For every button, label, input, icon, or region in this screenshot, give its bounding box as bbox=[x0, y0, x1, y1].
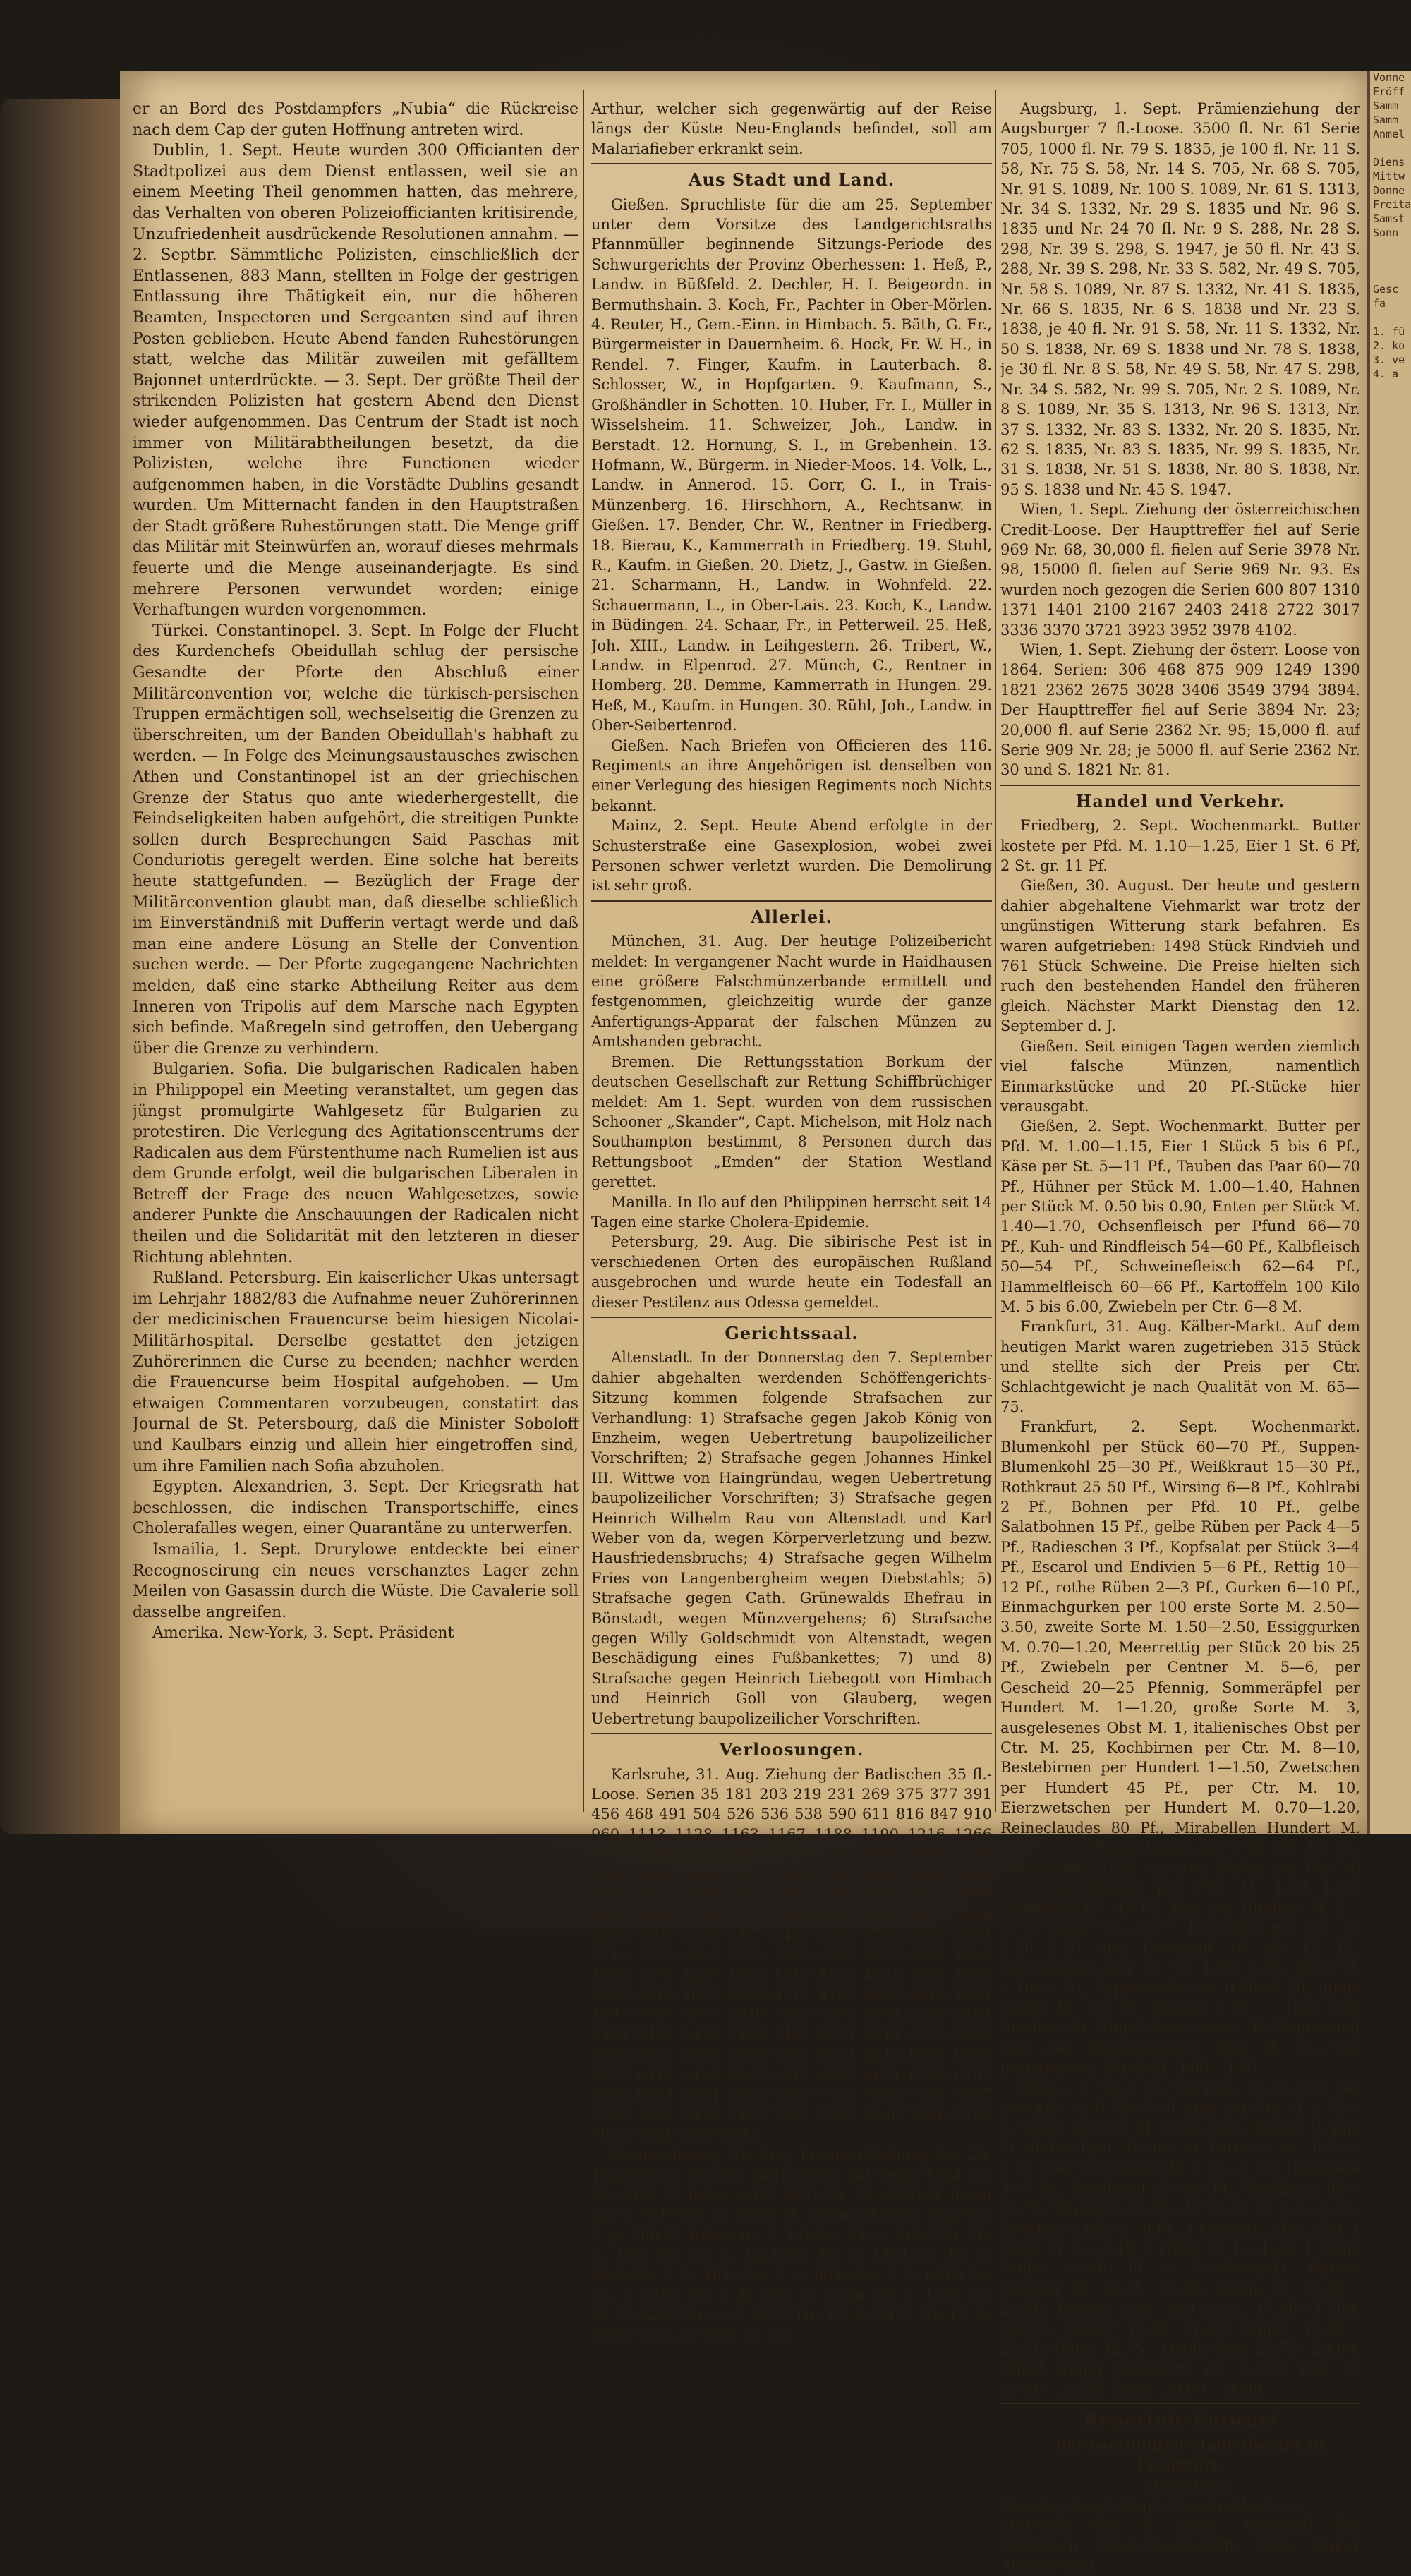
market-paragraph: Frankfurt, 31. Aug. Kälber-Markt. Auf dem heutigen Markt waren zugetrieben 315 Stück und stellte sich der Preis per Ctr. Schlachtgewicht je nach Qualität von M. 65—75. bbox=[1000, 1318, 1360, 1415]
article-paragraph: Ismailia, 1. Sept. Drurylowe entdeckte bei einer Recognoscirung ein neues verschanztes Lager zehn Meilen von Gasassin durch die Wüste. Die Cavalerie soll dasselbe angreifen. bbox=[133, 1540, 579, 1621]
article-paragraph: Türkei. Constantinopel. 3. Sept. In Folge der Flucht des Kurdenchefs Obeidullah schlug der persische Gesandte der Pforte den Abschluß einer Militärconvention vor, welche die türkisch-persischen Truppen ermächtigen soll, wechselseitig die Grenzen zu überschreiten, um der Banden Obeidullah's habhaft zu werden. — In Folge des Meinungsaustausches zwischen Athen und Constantinopel ist an der griechischen Grenze der Status quo ante wiederhergestellt, die Feindseligkeiten haben aufgehört, die streitigen Punkte sollen durch Besprechungen Said Paschas mit Conduriotis geregelt werden. Eine solche hat bereits heute stattgefunden. — Bezüglich der Frage der Militärconvention glaubt man, daß dieselbe schließlich im Einverständniß mit Dufferin vertagt werde und daß man eine andere Lösung an Stelle der Convention suchen werde. — Der Pforte zugegangene Nachrichten melden, daß eine starke Abtheilung Reiter aus dem Inneren von Tripolis auf dem Marsche nach Egypten sich befinde. Maßregeln sind getroffen, den Uebergang über die Grenze zu verhindern. bbox=[133, 622, 579, 1058]
strip-fragment bbox=[1370, 254, 1411, 268]
rule bbox=[591, 163, 992, 164]
book-spine-edge bbox=[0, 99, 123, 1834]
article-paragraph: Mainz, 2. Sept. Heute Abend erfolgte in der Schusterstraße eine Gasexplosion, wobei zwei Personen schwer verletzt wurden. Die Demolirung ist sehr groß. bbox=[591, 817, 992, 895]
section-title-verloosungen: Verloosungen. bbox=[719, 1739, 864, 1760]
lottery-paragraph: Augsburg, 1. Sept. Prämienziehung der Augsburger 7 fl.-Loose. 3500 fl. Nr. 61 Serie 705, 1000 fl. Nr. 79 S. 1835, je 100 fl. Nr. 11 S. 58, Nr. 75 S. 58, Nr. 14 S. 705, Nr. 68 S. 705, Nr. 91 S. 1089, Nr. 100 S. 1089, Nr. 61 S. 1313, Nr. 34 S. 1332, Nr. 29 S. 1835 und Nr. 96 S. 1835 und Nr. 24 70 fl. Nr. 9 S. 288, Nr. 28 S. 298, Nr. 39 S. 298, S. 1947, je 50 fl. Nr. 43 S. 288, Nr. 39 S. 298, Nr. 33 S. 582, Nr. 49 S. 705, Nr. 58 S. 1089, Nr. 87 S. 1332, Nr. 41 S. 1835, Nr. 66 S. 1835, Nr. 6 S. 1838 und Nr. 23 S. 1838, je 40 fl. Nr. 91 S. 58, Nr. 11 S. 1332, Nr. 50 S. 1838, Nr. 69 S. 1838 und Nr. 78 S. 1838, je 30 fl. Nr. 8 S. 58, Nr. 49 S. 58, Nr. 47 S. 298, Nr. 34 S. 582, Nr. 99 S. 705, Nr. 2 S. 1089, Nr. 8 S. 1089, Nr. 35 S. 1313, Nr. 96 S. 1313, Nr. 37 S. 1332, Nr. 83 S. 1332, Nr. 20 S. 1835, Nr. 62 S. 1835, Nr. 83 S. 1835, Nr. 99 S. 1835, Nr. 31 S. 1838, Nr. 51 S. 1838, Nr. 80 S. 1838, Nr. 95 S. 1838 und Nr. 45 S. 1947. bbox=[1000, 100, 1360, 498]
article-paragraph: Petersburg, 29. Aug. Die sibirische Pest ist in verschiedenen Orten des europäischen Rußland ausgebrochen und wurde heute ein Todesfall an dieser Pestilenz aus Odessa gemeldet. bbox=[591, 1233, 992, 1311]
strip-fragment: fa bbox=[1373, 297, 1386, 310]
column-2 bbox=[591, 99, 992, 2345]
article-paragraph: Manilla. In Ilo auf den Philippinen herrscht seit 14 Tagen eine starke Cholera-Epidemie. bbox=[591, 1193, 992, 1230]
article-paragraph: München, 31. Aug. Der heutige Polizeibericht meldet: In vergangener Nacht wurde in Haidhausen eine größere Falschmünzerbande ermittelt und festgenommen, gleichzeitig wurde der ganze Anfertigungs-Apparat der falschen Münzen zu Amtshanden gebracht. bbox=[591, 933, 992, 1051]
section-verloosungen bbox=[591, 2145, 992, 2345]
strip-fragment: 3. ve bbox=[1373, 353, 1405, 366]
strip-fragment: Samst bbox=[1373, 212, 1405, 225]
repertoire-title: Repertoir-Entwurf bbox=[1084, 2410, 1277, 2431]
section-title-allerlei: Allerlei. bbox=[751, 906, 832, 927]
rule bbox=[1000, 2403, 1360, 2405]
section-handel-verkehr bbox=[1000, 816, 1360, 2399]
strip-fragment: Donne bbox=[1373, 184, 1405, 197]
column-divider-2 bbox=[995, 90, 996, 1812]
repertoire-house: Opernhaus. bbox=[1146, 2477, 1234, 2494]
market-paragraph: Frankfurt, 2. Sept. Wochenmarkt. Blumenkohl per Stück 60—70 Pf., Suppen-Blumenkohl 25—30 Pf., Weißkraut 15—30 Pf., Rothkraut 25 50 Pf., Wirsing 6—8 Pf., Kohlrabi 2 Pf., Bohnen per Pfd. 10 Pf., gelbe Salatbohnen 15 Pf., gelbe Rüben per Pack 4—5 Pf., Radieschen 3 Pf., Kopfsalat per Stück 3—4 Pf., Escarol und Endivien 5—6 Pf., Rettig 10—12 Pf., rothe Rüben 2—3 Pf., Gurken 6—10 Pf., Einmachgurken per 100 erste Sorte M. 2.50—3.50, zweite Sorte M. 1.50—2.50, Essiggurken M. 0.70—1.20, Meerrettig per Stück 20 bis 25 Pf., Zwiebeln per Centner M. 5—6, per Gescheid 20—25 Pfennig, Sommeräpfel per Hundert M. 1—1.20, große Sorte M. 3, ausgelesenes Obst M. 1, italienisches Obst per Ctr. M. 25, Kochbirnen per Ctr. M. 8—10, Bestebirnen per Hundert 1—1.50, Zwetschen per Hundert 45 Pf., per Ctr. M. 10, Eierzwetschen per Hundert M. 0.70—1.20, Reineclaudes 80 Pf., Mirabellen Hundert M. 0.70—1.20, Reineclaudes per Pfd. 30—65 Pf., italienische 60 Pf. en gros, Butter per Ctr. M. 1.02, im Kleinen per Pfd. M. 1.20—1.40, Handkäse 42—45 Pf., Eier per Hundert M. 5—6, an detail 5½—6 Pf., Kartoffeln per Ctr. M. 2.50—3.50, per Gescheid 10 bis 12 Pf., Sommergans per St. M. 4.50—5.50, Ente M. 1.40—1.80, Suppenhuhn M. 0.90—1.20, junge Taube 40—50 Pf., Krebse 7 Pf. — Heu- und Strohmarkt. Zugefahren waren 95 Wagen und galt der Doppelcentner Heu M. 6—7.60, geringeres 6, Stroh M. 3.00—3.60. bbox=[1000, 1418, 1360, 2077]
strip-fragment: Mittw bbox=[1373, 170, 1405, 183]
article-paragraph: Dublin, 1. Sept. Heute wurden 300 Officianten der Stadtpolizei aus dem Dienst entlassen, weil sie an einem Meeting Theil genommen hatten, das mehrere, das Verhalten von oberen Polizeiofficianten kritisirende, Unzufriedenheit ausdrückende Resolutionen annahm. — 2. Septbr. Sämmtliche Polizisten, einschließlich der Entlassenen, 883 Mann, stellten in Folge der gestrigen Entlassung ihre Thätigkeit ein, nur die höheren Beamten, Inspectoren und Sergeanten sind auf ihren Posten geblieben. Heute Abend fanden Ruhestörungen statt, welche das Militär zuweilen mit gefälltem Bajonnet unterdrückte. — 3. Sept. Der größte Theil der strikenden Polizisten hat gestern Abend den Dienst wieder aufgenommen. Das Centrum der Stadt ist noch immer von Militärabtheilungen besetzt, da die Polizisten, welche ihre Functionen wieder aufgenommen haben, in die Vorstädte Dublins gesandt wurden. Um Mitternacht fanden in den Hauptstraßen der Stadt größere Ruhestörungen statt. Die Menge griff das Militär mit Steinwürfen an, worauf dieses mehrmals feuerte und die Menge auseinanderjagte. Es sind mehrere Personen verwundet worden; einige Verhaftungen wurden vorgenommen. bbox=[133, 142, 579, 619]
lottery-paragraph: Wien, 1. Sept. Ziehung der österr. Loose von 1864. Serien: 306 468 875 909 1249 1390 1821 2362 2675 3028 3406 3549 3794 3894. Der Haupttreffer fiel auf Serie 3894 Nr. 23; 20,000 fl. auf Serie 2362 Nr. 95; 15,000 fl. auf Serie 909 Nr. 28; je 5000 fl. auf Serie 2362 Nr. 30 und S. 1821 Nr. 81. bbox=[1000, 641, 1360, 779]
lottery-results bbox=[1000, 99, 1360, 780]
strip-fragment: Gesc bbox=[1373, 283, 1399, 296]
article-paragraph: er an Bord des Postdampfers „Nubia“ die Rückreise nach dem Cap der guten Hoffnung antreten wird. bbox=[133, 100, 579, 139]
article-paragraph: Gießen. Nach Briefen von Officieren des 116. Regiments an ihre Angehörigen ist denselben von einer Verlegung des hiesigen Regiments noch Nichts bekannt. bbox=[591, 737, 992, 814]
market-paragraph: Gießen. Seit einigen Tagen werden ziemlich viel falsche Münzen, namentlich Einmarkstücke und 20 Pf.-Stücke hier verausgabt. bbox=[1000, 1037, 1360, 1115]
strip-fragment bbox=[1370, 268, 1411, 282]
strip-fragment: Freita bbox=[1373, 198, 1411, 211]
rule bbox=[591, 900, 992, 902]
column-divider-1 bbox=[583, 90, 584, 1812]
article-paragraph: Bremen. Die Rettungsstation Borkum der deutschen Gesellschaft zur Rettung Schiffbrüchiger meldet: Am 1. Sept. wurden von dem russischen Schooner „Skander“, Capt. Michelson, mit Holz nach Southampton bestimmt, 8 Personen durch das Rettungsboot „Emden“ der Station Westland gerettet. bbox=[591, 1053, 992, 1191]
col2-intro: Arthur, welcher sich gegenwärtig auf der Reise längs der Küste Neu-Englands befindet, soll am Malariafieber erkrankt sein. bbox=[591, 100, 992, 157]
repertoire-list bbox=[1000, 2496, 1360, 2576]
strip-fragment: 2. ko bbox=[1373, 339, 1405, 352]
adjacent-page-strip bbox=[1367, 71, 1411, 1834]
verloosung-karlsruhe: Karlsruhe, 31. Aug. Ziehung der Badischen 35 fl.-Loose. Serien 35 181 203 219 231 269 375 377 391 456 468 491 504 526 536 538 590 611 816 847 910 960 1113 1128 1163 1167 1188 1190 1216 1266 1279 1374 1418 1483 1523 1538 1606 1667 1750 1762 1862 1886 1970 1980 1983 2006 2061 2160 2183 2212 2226 2281 2282 2360 2364 2417 2440 2618 2640 2706 2714 2818 2849 2935 2978 2996 3238 3301 3358 3417 3451 3526 3585 3605 3671 3716 3770 3803 3870 3880 3882 3957 4032 4050 4089 4176 4247 4391 4519 4520 4521 4555 4563 4599 4616 4651 4669 4717 4783 4808 4810 4841 4941 4961 5017 5046 5093 5280 5294 5299 5361 5404 5443 5470 5495 5497 5674 5712 5773 5832 5923 5931 5955 6008 6061 6214 6215 6337 6355 6372 6412 6496 6507 6512 6589 6671 6765 6797 6801 6934 6974 6986 7033 7132 7185 7197 7227 7352 7387 7416 7479 7532 7537 7540 7546 7763 7838 7844 7869 7992. bbox=[591, 1765, 992, 2143]
strip-fragment: Eröff bbox=[1373, 85, 1405, 98]
article-paragraph: Egypten. Alexandrien, 3. Sept. Der Kriegsrath hat beschlossen, die indischen Transportschiffe, eines Cholerafalles wegen, einer Quarantäne zu unterwerfen. bbox=[133, 1478, 579, 1538]
repertoire-subtitle: der vereinigten Stadt-Theater in Frankfurt. bbox=[1056, 2436, 1324, 2474]
strip-fragment: Samm bbox=[1373, 99, 1399, 112]
section-title-gerichtssaal: Gerichtssaal. bbox=[725, 1322, 859, 1343]
market-paragraph: Gießen, 2. Sept. Wochenmarkt. Butter per Pfd. M. 1.00—1.15, Eier 1 Stück 5 bis 6 Pf., Käse per St. 5—11 Pf., Tauben das Paar 60—70 Pf., Hühner per Stück M. 1.00—1.40, Hahnen per Stück M. 0.50 bis 0.90, Enten per Stück M. 1.40—1.70, Ochsenfleisch per Pfund 66—70 Pf., Kuh- und Rindfleisch 54—60 Pf., Kalbfleisch 50—54 Pf., Schweinefleisch 62—64 Pf., Hammelfleisch 60—66 Pf., Kartoffeln 100 Kilo M. 5 bis 6.00, Zwiebeln per Ctr. 6—8 M. bbox=[1000, 1118, 1360, 1315]
strip-fragment: 1. fü bbox=[1373, 325, 1405, 338]
repertoire-line: Mittwoch den 6. Sept.: Gastspiel der italienisch. Oper-Gesellschaft: Aida. Außer Abonnement. bbox=[1000, 2517, 1360, 2575]
strip-fragment: 4. a bbox=[1373, 368, 1399, 380]
market-paragraph: Mainz, 1. Sept. Markt-Preise. Kartoffeln per 100 Kilo M. 6.75—7.50, Heu per Ctr. M. 2.75—3, Stroh per Ctr. M. 2.00—2.25, Butter ½ Kilo M. 0.95—1.00, Butter in Parthien M. 0.75—0.80. Eier ¼ Hundert M. 1.15—1.20, Handkäse 4—7 Pf., Rothkraut 15—20 Pf., Weißkraut 06—08 Pf., Blumenkohl 20—25 Pf., Wirsing 2—5 Pf., Zwiebel ½ Kilo 8—9 Pf., 1 Gans M. 2 bis 2.50, 1 Hahn M. 1.—1.40, 1 Huhn M. 1.—1.25, 1 junge Taube 30—40 Pf. — Fruchtmarkt. Waizen hiesiger M. 21.25—22.25, ungar. M. 23.00—23.50, Roggen hies. und franz. 17.40—17.60, Gerste pfälzer 16.00—16.50, ungar. 18.50—20.50, Hafer 12.75—16.00, Reps 28.75—29.00, Rüböl wenig verändert, eff. 32.00, Faß M. 32.40—32.50, Rohm. 30.90—31.00. bbox=[1000, 2079, 1360, 2397]
strip-fragment: Samm bbox=[1373, 114, 1399, 126]
strip-fragment bbox=[1370, 310, 1411, 325]
article-paragraph: Gießen. Spruchliste für die am 25. September unter dem Vorsitze des Landgerichtsraths Pfannmüller beginnende Sitzungs-Periode des Schwurgerichts der Provinz Oberhessen: 1. Heß, P., Landw. in Büßfeld. 2. Dechler, H. I. Beigeordn. in Bermuthshain. 3. Koch, Fr., Pachter in Ober-Mörlen. 4. Reuter, H., Gem.-Einn. in Himbach. 5. Bäth, G. Fr., Bürgermeister in Dauernheim. 6. Hock, Fr. W. H., in Rendel. 7. Finger, Kaufm. in Lauterbach. 8. Schlosser, W., in Hopfgarten. 9. Kaufmann, S., Großhändler in Schotten. 10. Huber, Fr. I., Müller in Wisselsheim. 11. Schweizer, Joh., Landw. in Berstadt. 12. Hornung, S. I., in Grebenhein. 13. Hofmann, W., Bürgerm. in Nieder-Moos. 14. Volk, L., Landw. in Annerod. 15. Gorr, G. I., in Trais-Münzenberg. 16. Hirschhorn, A., Rechtsanw. in Gießen. 17. Bender, Chr. W., Rentner in Friedberg. 18. Bierau, K., Kammerrath in Friedberg. 19. Stuhl, R., Kaufm. in Gießen. 20. Dietz, J., Gastw. in Gießen. 21. Scharmann, H., Landw. in Wohnfeld. 22. Schauermann, L., in Ober-Lais. 23. Koch, K., Landw. in Büdingen. 24. Schaar, Fr., in Petterweil. 25. Heß, Joh. XIII., Landw. in Leihgestern. 26. Tribert, W., Landw. in Elpenrod. 27. Münch, C., Rentner in Homberg. 28. Demme, Kammerrath in Hungen. 29. Heß, M., Kaufm. in Hungen. 30. Rühl, Joh., Landw. in Ober-Seibertenrod. bbox=[591, 195, 992, 734]
strip-fragment: Diens bbox=[1373, 156, 1405, 169]
column-1 bbox=[133, 99, 579, 1644]
article-paragraph: Bulgarien. Sofia. Die bulgarischen Radicalen haben in Philippopel ein Meeting veranstaltet, um gegen das jüngst promulgirte Wahlgesetz für Bulgarien zu protestiren. Die Verlegung des Agitationscentrums der Radicalen aus dem Fürstenthume nach Rumelien ist aus dem Grunde erfolgt, weil die bulgarischen Liberalen in Betreff der Frage des neuen Wahlgesetzes, sowie anderer Punkte die Anschauungen der Radicalen nicht theilen und die Solidarität mit den letzteren in dieser Richtung ablehnten. bbox=[133, 1060, 579, 1266]
rule bbox=[591, 1317, 992, 1318]
article-paragraph: Rußland. Petersburg. Ein kaiserlicher Ukas untersagt im Lehrjahr 1882/83 die Aufnahme neuer Zuhörerinnen der medicinischen Frauencurse beim hiesigen Nicolai-Militärhospital. Derselbe gestattet den jetzigen Zuhörerinnen die Curse zu beenden; nachher werden die Frauencurse beim Hospital aufgehoben. — Um etwaigen Commentaren vorzubeugen, constatirt das Journal de St. Petersbourg, daß die Minister Soboloff und Kaulbars einzig und allein hier eingetroffen sind, um ihre Familien nach Sofia abzuholen. bbox=[133, 1269, 579, 1475]
section-title-handel: Handel und Verkehr. bbox=[1075, 790, 1285, 811]
lottery-paragraph: Wien, 1. Sept. Ziehung der österreichischen Credit-Loose. Der Haupttreffer fiel auf Serie 969 Nr. 68, 30,000 fl. fielen auf Serie 3978 Nr. 98, 15000 fl. fielen auf Serie 969 Nr. 93. Es wurden noch gezogen die Serien 600 807 1310 1371 1401 2100 2167 2403 2418 2722 3017 3336 3370 3721 3923 3952 3978 4102. bbox=[1000, 501, 1360, 639]
article-paragraph: Amerika. New-York, 3. Sept. Präsident bbox=[152, 1624, 454, 1643]
section-title-stadt-land: Aus Stadt und Land. bbox=[688, 169, 895, 191]
strip-fragment: Anmel bbox=[1373, 128, 1405, 140]
column-3 bbox=[1000, 99, 1360, 2576]
strip-fragment: Sonn bbox=[1373, 226, 1399, 239]
article-paragraph: Altenstadt. In der Donnerstag den 7. September dahier abgehalten werdenden Schöffengerichts-Sitzung kommen folgende Strafsachen zur Verhandlung: 1) Strafsache gegen Jakob König von Enzheim, wegen Uebertretung baupolizeilicher Vorschriften; 2) Strafsache gegen Johannes Hinkel III. Wittwe von Haingründau, wegen Uebertretung baupolizeilicher Vorschriften; 3) Strafsache gegen Heinrich Wilhelm Rau von Altenstadt und Karl Weber von da, wegen Körperverletzung und bezw. Hausfriedensbruchs; 4) Strafsache gegen Wilhelm Fries von Langenbergheim wegen Diebstahls; 5) Strafsache gegen Cath. Grünewalds Ehefrau in Bönstadt, wegen Münzvergehens; 6) Strafsache gegen Willy Goldschmidt von Altenstadt, wegen Beschädigung eines Fußbankettes; 7) und 8) Strafsache gegen Heinrich Liebegott von Himbach und Heinrich Goll von Glauberg, wegen Uebertretung baupolizeilicher Vorschriften. bbox=[591, 1349, 992, 1727]
market-paragraph: Friedberg, 2. Sept. Wochenmarkt. Butter kostete per Pfd. M. 1.10—1.25, Eier 1 St. 6 Pf, 2 St. gr. 11 Pf. bbox=[1000, 817, 1360, 875]
market-paragraph: Gießen, 30. August. Der heute und gestern dahier abgehaltene Viehmarkt war trotz der ungünstigen Witterung stark befahren. Es waren aufgetrieben: 1498 Stück Rindvieh und 761 Stück Schweine. Die Preise hielten sich ruch den bestehenden Handel den früheren gleich. Nächster Markt Dienstag den 12. September d. J. bbox=[1000, 877, 1360, 1035]
strip-fragment bbox=[1370, 141, 1411, 155]
section-stadt-land bbox=[591, 195, 992, 896]
article-paragraph: Braunschweig, 31. Aug. Prämien-Ziehung der 20-Thalerloose. 90,000 Mark fielen auf Serie 4364 Nr. 38. 9000 M. fielen auf S. 8871 Nr. 28. 6000 M. fielen auf S. 7317 Nr. 24. 3000 M. fielen auf Serie 6522 Nr. 2. Je 300 M. fielen auf S. 146 Nr. 34, S. 1694 Nr. 40, S. 3051 Nr. 26, S. 4324 Nr. 45, S. 4364 Nr. 19, S. 4493 Nr. 6, S. 4814 Nr. 2, S. 6045 Nr. 7, S. 6519 Nr. 32, S. 9166 Nr. 8. Je 105 M. fielen auf S. 1259 Nr. 47, S. 2251 Nr. 6, S. 8871 Nr. 47, S. 9477 Nr. 18, S. 9592 Nr. 8, S. 9592 Nr. 34. bbox=[591, 2146, 992, 2344]
section-allerlei bbox=[591, 931, 992, 1312]
strip-fragment: Vonne bbox=[1373, 71, 1405, 84]
strip-fragment bbox=[1370, 240, 1411, 254]
rule bbox=[1000, 785, 1360, 786]
repertoire-line: Dienstag den 5. Sept.: Figaros Hochzeit. bbox=[1000, 2496, 1306, 2514]
section-gerichtssaal bbox=[591, 1348, 992, 1729]
rule bbox=[591, 1733, 992, 1734]
